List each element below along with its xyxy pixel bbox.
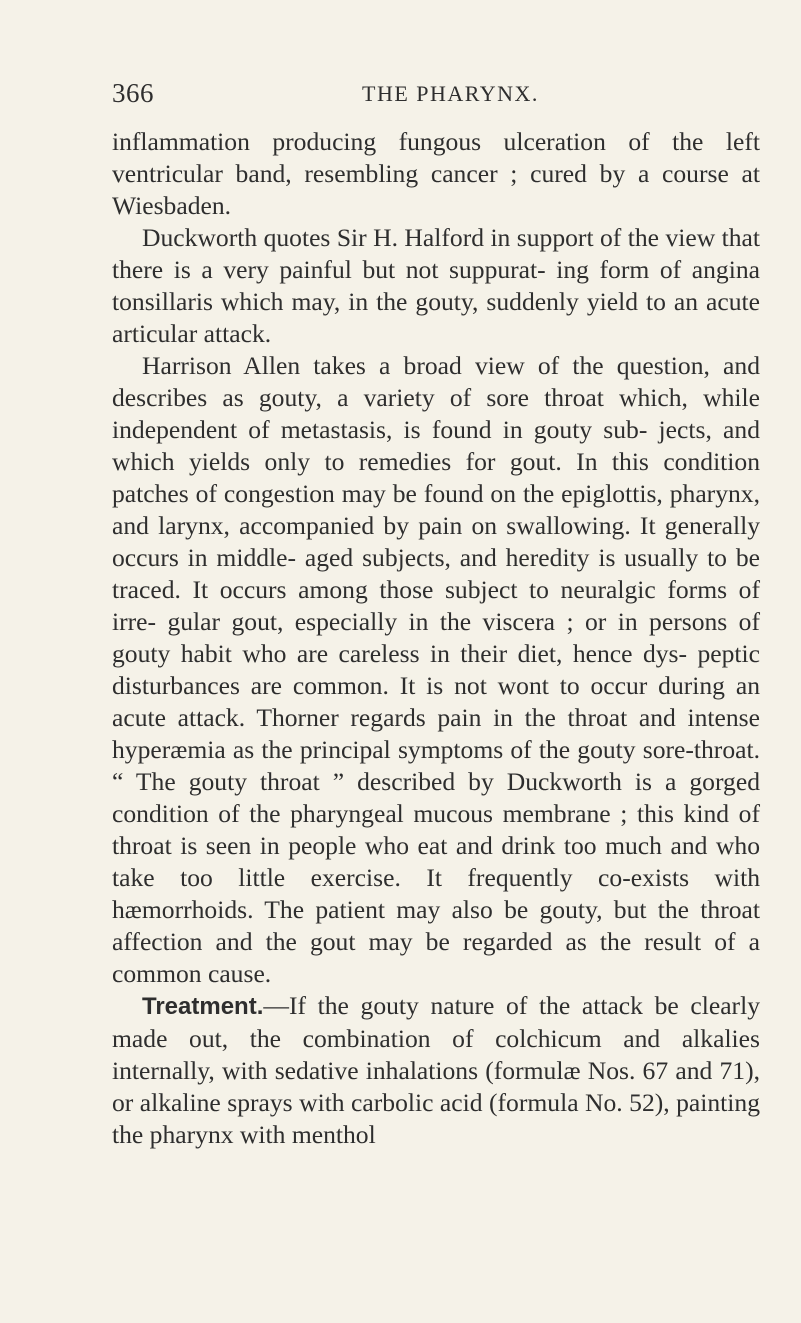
page-number: 366: [112, 78, 154, 108]
paragraph-treatment: [112, 990, 760, 1151]
running-title: THE PHARYNX.: [362, 81, 539, 106]
treatment-text: —If the gouty nature of the attack be clearly made out, the combination of colchicum and alkalies internally, with sedative inhalations (formulæ Nos. 67 and 71), or alkaline sprays with carbolic acid (formula No. 52), painting the pharynx with menthol: [112, 991, 760, 1149]
paragraph-continued: inflammation producing fungous ulceration of the left ventricular band, resembling cancer ; cured by a course at Wiesbaden.: [112, 127, 760, 220]
treatment-heading: Treatment.: [142, 993, 264, 1020]
paragraph-duckworth: Duckworth quotes Sir H. Halford in support of the view that there is a very painful but not suppurat- ing form of angina tonsillaris which may, in the gouty, suddenly yield to an acute articular attack.: [112, 223, 760, 348]
paragraph-harrison-allen: Harrison Allen takes a broad view of the question, and describes as gouty, a variety of sore throat which, while independent of metastasis, is found in gouty sub- jects, and which yields only to remedies for gout. In this condition patches of congestion may be found on the epiglottis, pharynx, and larynx, accompanied by pain on swallowing. It generally occurs in middle- aged subjects, and heredity is usually to be traced. It occurs among those subject to neuralgic forms of irre- gular gout, especially in the viscera ; or in persons of gouty habit who are careless in their diet, hence dys- peptic disturbances are common. It is not wont to occur during an acute attack. Thorner regards pain in the throat and intense hyperæmia as the principal symptoms of the gouty sore-throat. “ The gouty throat ” described by Duckworth is a gorged condition of the pharyngeal mucous membrane ; this kind of throat is seen in people who eat and drink too much and who take too little exercise. It frequently co-exists with hæmorrhoids. The patient may also be gouty, but the throat affection and the gout may be regarded as the result of a common cause.: [112, 351, 760, 988]
running-head: [112, 78, 752, 114]
body-text: [112, 126, 760, 1151]
